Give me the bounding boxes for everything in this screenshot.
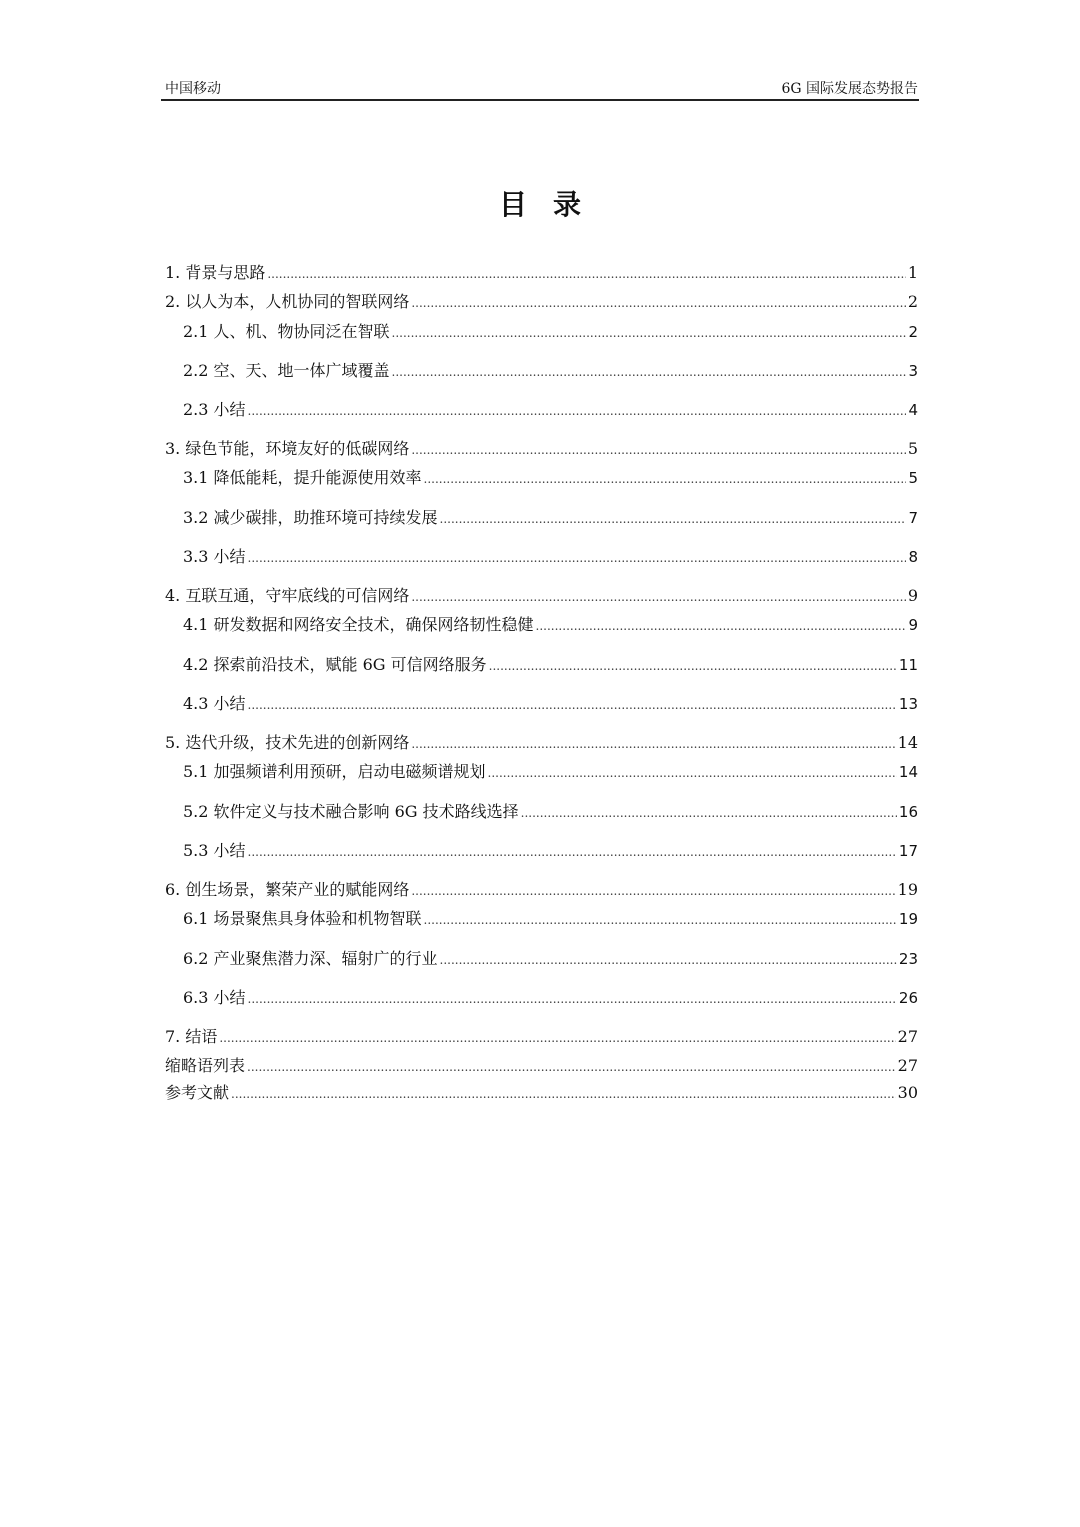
toc-page-number: 14	[898, 763, 918, 781]
toc-entry[interactable]	[183, 802, 918, 823]
toc-page-number: 27	[897, 1027, 918, 1046]
toc-entry[interactable]	[183, 694, 918, 715]
toc-entry[interactable]	[183, 468, 918, 489]
toc-entry[interactable]	[183, 615, 918, 636]
toc-leader-dots	[411, 586, 905, 607]
toc-entry-label: 7. 结语	[165, 1027, 218, 1046]
toc-page-number: 7	[908, 509, 918, 527]
toc-leader-dots	[247, 1056, 896, 1077]
toc-page-number: 4	[908, 401, 918, 419]
toc-page-number: 2	[908, 323, 918, 341]
toc-page-number: 19	[898, 910, 918, 928]
toc-entry-label: 2. 以人为本，人机协同的智联网络	[165, 292, 410, 311]
toc-entry-label: 参考文献	[165, 1083, 230, 1102]
toc-page-number: 5	[908, 469, 918, 487]
header-left: 中国移动	[165, 81, 221, 97]
toc-entry[interactable]	[183, 949, 918, 970]
toc-entry-label: 4. 互联互通，守牢底线的可信网络	[165, 586, 410, 605]
toc-leader-dots	[219, 1027, 895, 1048]
toc-entry[interactable]	[183, 909, 918, 930]
toc-page-number: 27	[897, 1056, 918, 1075]
toc-entry-label: 2.2 空、天、地一体广域覆盖	[183, 361, 390, 380]
toc-leader-dots	[248, 988, 897, 1009]
toc-page-number: 30	[897, 1083, 918, 1102]
toc-entry[interactable]	[183, 762, 918, 783]
toc-entry-label: 6.2 产业聚焦潜力深、辐射广的行业	[183, 949, 438, 968]
toc-entry[interactable]	[183, 547, 918, 568]
toc-entry-label: 5.2 软件定义与技术融合影响 6G 技术路线选择	[183, 802, 519, 821]
toc-entry[interactable]	[165, 1027, 918, 1048]
toc-leader-dots	[248, 694, 897, 715]
toc-entry-label: 6. 创生场景，繁荣产业的赋能网络	[165, 880, 410, 899]
toc-page-number: 8	[908, 548, 918, 566]
toc-page-number: 26	[898, 989, 918, 1007]
toc-entry[interactable]	[183, 400, 918, 421]
toc-page-number: 3	[908, 362, 918, 380]
toc-page-number: 9	[908, 616, 918, 634]
toc-entry[interactable]	[165, 263, 918, 284]
toc-leader-dots	[248, 841, 897, 862]
toc-leader-dots	[424, 468, 907, 489]
toc-leader-dots	[536, 615, 907, 636]
toc-leader-dots	[231, 1083, 896, 1104]
toc-entry-label: 3. 绿色节能，环境友好的低碳网络	[165, 439, 410, 458]
toc-leader-dots	[521, 802, 897, 823]
toc-leader-dots	[248, 400, 907, 421]
toc-leader-dots	[411, 880, 895, 901]
toc-entry[interactable]	[165, 586, 918, 607]
toc-page-number: 17	[898, 842, 918, 860]
toc-entry[interactable]	[183, 841, 918, 862]
toc-leader-dots	[392, 361, 907, 382]
toc-entry[interactable]	[165, 439, 918, 460]
toc-page-number: 13	[898, 695, 918, 713]
header-right: 6G 国际发展态势报告	[781, 81, 918, 97]
toc-entry[interactable]	[165, 1083, 918, 1104]
toc-entry[interactable]	[183, 361, 918, 382]
toc-entry[interactable]	[165, 733, 918, 754]
toc-leader-dots	[411, 439, 905, 460]
toc-entry-label: 3.3 小结	[183, 547, 246, 566]
toc-leader-dots	[392, 322, 907, 343]
toc-leader-dots	[411, 292, 905, 313]
toc-leader-dots	[267, 263, 905, 284]
toc-leader-dots	[489, 655, 897, 676]
toc-page-number: 2	[907, 292, 918, 311]
toc-entry[interactable]	[165, 880, 918, 901]
toc-leader-dots	[248, 547, 907, 568]
toc-entry-label: 5. 迭代升级，技术先进的创新网络	[165, 733, 410, 752]
toc-entry-label: 4.3 小结	[183, 694, 246, 713]
toc-entry-label: 6.1 场景聚焦具身体验和机物智联	[183, 909, 422, 928]
toc-entry-label: 5.3 小结	[183, 841, 246, 860]
toc-entry-label: 1. 背景与思路	[165, 263, 266, 282]
toc-page-number: 5	[907, 439, 918, 458]
toc-entry-label: 3.2 减少碳排，助推环境可持续发展	[183, 508, 438, 527]
toc-page-number: 11	[898, 656, 918, 674]
toc-leader-dots	[488, 762, 897, 783]
toc-entry-label: 4.1 研发数据和网络安全技术，确保网络韧性稳健	[183, 615, 534, 634]
toc-entry-label: 2.3 小结	[183, 400, 246, 419]
toc-page-number: 9	[907, 586, 918, 605]
toc-page-number: 19	[897, 880, 918, 899]
toc-leader-dots	[440, 508, 907, 529]
toc-entry[interactable]	[183, 655, 918, 676]
page-title: 目录	[498, 188, 607, 221]
toc-leader-dots	[440, 949, 897, 970]
toc-leader-dots	[411, 733, 895, 754]
header-divider	[161, 99, 919, 101]
toc-page-number: 14	[897, 733, 918, 752]
toc-page-number: 16	[898, 803, 918, 821]
toc-entry[interactable]	[183, 988, 918, 1009]
toc-entry-label: 5.1 加强频谱利用预研，启动电磁频谱规划	[183, 762, 486, 781]
toc-entry-label: 6.3 小结	[183, 988, 246, 1007]
toc-page-number: 23	[898, 950, 918, 968]
toc-entry-label: 2.1 人、机、物协同泛在智联	[183, 322, 390, 341]
toc-entry[interactable]	[165, 292, 918, 313]
toc-entry[interactable]	[183, 322, 918, 343]
toc-entry-label: 4.2 探索前沿技术，赋能 6G 可信网络服务	[183, 655, 487, 674]
toc-page-number: 1	[907, 263, 918, 282]
toc-entry[interactable]	[165, 1056, 918, 1077]
toc-entry[interactable]	[183, 508, 918, 529]
toc-entry-label: 缩略语列表	[165, 1056, 246, 1075]
toc-entry-label: 3.1 降低能耗，提升能源使用效率	[183, 468, 422, 487]
toc-leader-dots	[424, 909, 897, 930]
